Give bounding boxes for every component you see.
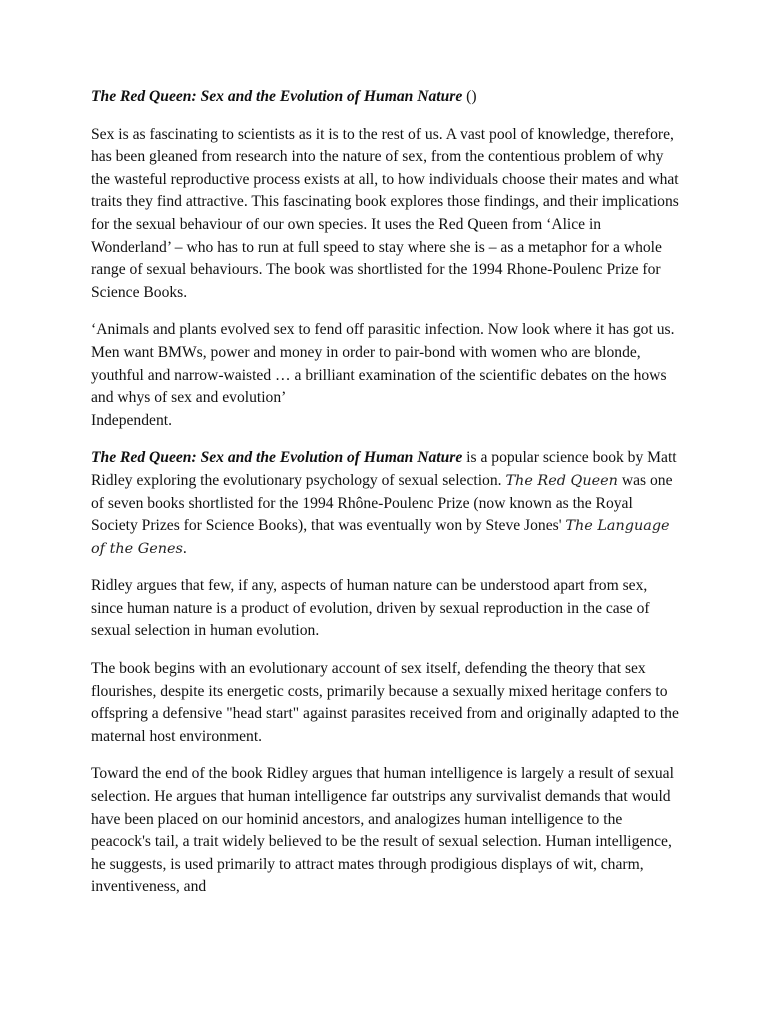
overview-text-b: was one of seven books shortlisted for the 1994 Rhône-Poulenc Prize (now known as the Royal Society Prizes for Science Books), that was eventually won by Steve Jones' <box>91 471 673 535</box>
overview-text-a: is a popular science book by Matt Ridley exploring the evolutionary psychology of sexual selection. <box>91 449 677 489</box>
document-page <box>91 86 681 914</box>
paragraph-intelligence: Toward the end of the book Ridley argues that human intelligence is largely a result of sexual selection. He argues that human intelligence far outstrips any survivalist demands that would have been placed on our hominid ancestors, and analogizes human intelligence to the peacock's tail, a trait widely believed to be the result of sexual selection. Human intelligence, he suggests, is used primarily to attract mates through prodigious displays of wit, charm, inventiveness, and <box>91 765 674 896</box>
review-quote-text: ‘Animals and plants evolved sex to fend off parasitic infection. Now look where it has got us. Men want BMWs, power and money in order to pair-bond with women who are blonde, youthful and narrow-waisted … a brilliant examination of the scientific debates on the hows and whys of sex and evolution’ <box>91 321 675 407</box>
paragraph-human-nature: Ridley argues that few, if any, aspects of human nature can be understood apart from sex, since human nature is a product of evolution, driven by sexual reproduction in the case of sexual selection in human evolution. <box>91 577 650 640</box>
heading-suffix: () <box>462 88 477 105</box>
book-title: The Red Queen: Sex and the Evolution of Human Nature <box>91 88 463 105</box>
overview-book-title: The Red Queen: Sex and the Evolution of Human Nature <box>91 449 463 467</box>
paragraph-book-overview <box>91 447 681 560</box>
overview-text-c: . <box>182 539 187 557</box>
paragraph-summary: Sex is as fascinating to scientists as it is to the rest of us. A vast pool of knowledge, therefore, has been gleaned from research into the nature of sex, from the contentious problem of why the wasteful reproductive process exists at all, to how individuals choose their mates and what traits they find attractive. This fascinating book explores those findings, and their implications for the sexual behaviour of our own species. It uses the Red Queen from ‘Alice in Wonderland’ – who has to run at full speed to stay where she is – as a metaphor for a whole range of sexual behaviours. The book was shortlisted for the 1994 Rhone-Poulenc Prize for Science Books. <box>91 125 679 301</box>
paragraph-review-quote <box>91 319 681 432</box>
document-heading <box>91 86 681 109</box>
overview-winning-book: The Language of the Genes <box>91 518 670 557</box>
paragraph-evolution-of-sex: The book begins with an evolutionary account of sex itself, defending the theory that sex flourishes, despite its energetic costs, primarily because a sexually mixed heritage confers to offspring a defensive "head start" against parasites received from and originally adapted to the maternal host environment. <box>91 660 679 745</box>
overview-italic-title: The Red Queen <box>505 472 618 489</box>
review-source: Independent. <box>91 411 172 429</box>
